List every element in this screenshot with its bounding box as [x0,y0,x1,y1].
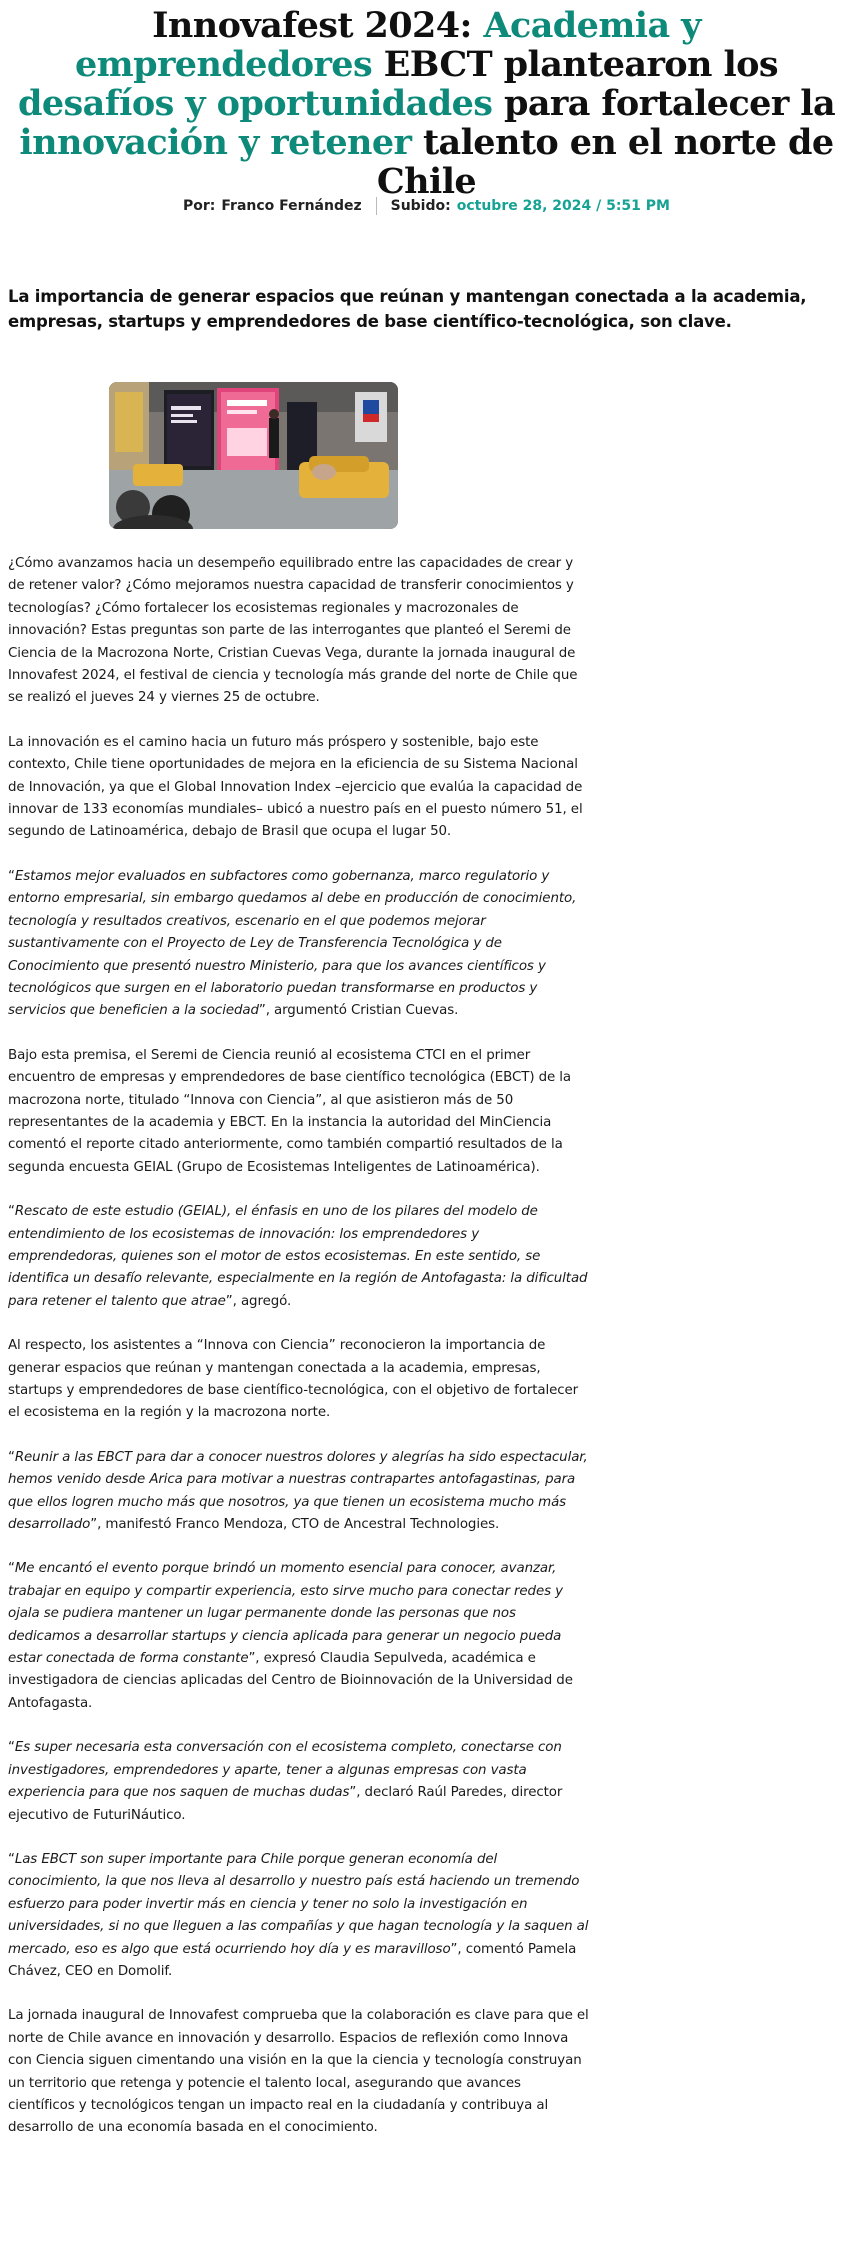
title-segment: EBCT plantearon los [372,44,779,85]
paragraph-text: La jornada inaugural de Innovafest comprueba que la colaboración es clave para que el norte de Chile avance en innovación y desarrollo. Espacios de reflexión como Innova con Ciencia siguen cimentando una visión en la que la ciencia y tecnología construyan un territorio que retenga y potencie el talento local, asegurando que avances científicos y tecnológicos tengan un impacto real en la ciudadanía y contribuya al desarrollo de una economía basada en el conocimiento. [8,2008,589,2136]
meta-divider [376,197,377,215]
quote-text: Rescato de este estudio (GEIAL), el énfasis en uno de los pilares del modelo de entendimiento de los ecosistemas de innovación: los emprendedores y emprendedoras, quienes son el motor de estos ecosistemas. En este sentido, se identifica un desafío relevante, especialmente en la región de Antofagasta: la dificultad para retener el talento que atrae [8,1204,588,1309]
article-paragraph [8,1045,590,1179]
paragraph-text: “ [8,1449,15,1465]
title-segment: Innovafest 2024: [152,5,484,46]
article-title [0,6,853,201]
article-lead: La importancia de generar espacios que reúnan y mantengan conectada a la academia, empresas, startups y emprendedores de base científico-tecnológica, son clave. [8,287,807,331]
paragraph-text: ”, comentó Pamela Chávez, CEO en Domolif. [8,1941,577,1979]
article-paragraph [8,732,590,844]
quote-text: Es super necesaria esta conversación con el ecosistema completo, conectarse con investigadores, emprendedores y aparte, tener a algunas empresas con vasta experiencia para que nos saquen de muchas dudas [8,1740,562,1801]
article-meta [0,196,853,216]
event-photo-illustration [109,382,398,529]
article-paragraph [8,2005,590,2139]
article-paragraph [8,866,590,1023]
quote-text: Reunir a las EBCT para dar a conocer nuestros dolores y alegrías ha sido espectacular, hemos venido desde Arica para motivar a nuestras contrapartes antofagastinas, para que ellos logren mucho más que nosotros, ya que tienen un ecosistema mucho más desarrollado [8,1449,588,1533]
paragraph-text: “ [8,1204,15,1220]
title-highlight: Academia y emprendedores [74,5,701,85]
article-paragraph [8,1558,590,1715]
paragraph-text: ”, expresó Claudia Sepulveda, académica e investigadora de ciencias aplicadas del Centro de Bioinnovación de la Universidad de Antofagasta. [8,1651,573,1711]
paragraph-text: Al respecto, los asistentes a “Innova con Ciencia” reconocieron la importancia de generar espacios que reúnan y mantengan conectada a la academia, empresas, startups y emprendedores de base científico-tecnológica, con el objetivo de fortalecer el ecosistema en la región y la macrozona norte. [8,1338,579,1421]
author-label: Por: [183,198,216,214]
paragraph-text: “ [8,1851,15,1867]
article-paragraph [8,553,590,710]
title-segment: para fortalecer la [492,83,836,124]
paragraph-text: “ [8,1561,15,1577]
paragraph-text: ”, declaró Raúl Paredes, director ejecutivo de FuturiNáutico. [8,1785,563,1823]
paragraph-text: ”, manifestó Franco Mendoza, CTO de Ancestral Technologies. [90,1517,500,1533]
article-paragraph [8,1201,590,1313]
title-segment: talento en el norte de Chile [376,122,834,202]
title-highlight: innovación y retener [19,122,412,163]
title-highlight: desafíos y oportunidades [17,83,493,124]
article-paragraph [8,1447,590,1537]
paragraph-text: ”, agregó. [225,1293,292,1309]
article-paragraph [8,1737,590,1827]
quote-text: Estamos mejor evaluados en subfactores como gobernanza, marco regulatorio y entorno empresarial, sin embargo quedamos al debe en producción de conocimiento, tecnología y resultados creativos, escenario en el que podemos mejorar sustantivamente con el Proyecto de Ley de Transferencia Tecnológica y de Conocimiento que presentó nuestro Ministerio, para que los avances científicos y tecnológicos que surgen en el laboratorio puedan transformarse en productos y servicios que beneficien a la sociedad [8,868,577,1019]
paragraph-text: Bajo esta premisa, el Seremi de Ciencia reunió al ecosistema CTCI en el primer encuentro de empresas y emprendedores de base científico tecnológica (EBCT) de la macrozona norte, titulado “Innova con Ciencia”, al que asistieron más de 50 representantes de la academia y EBCT. En la instancia la autoridad del MinCiencia comentó el reporte citado anteriormente, como también compartió resultados de la segunda encuesta GEIAL (Grupo de Ecosistemas Inteligentes de Latinoamérica). [8,1047,572,1175]
quote-text: Me encantó el evento porque brindó un momento esencial para conocer, avanzar, trabajar en equipo y compartir experiencia, esto sirve mucho para conectar redes y ojala se pudiera mantener un lugar permanente donde las personas que nos dedicamos a desarrollar startups y ciencia aplicada para generar un negocio pueda estar conectada de forma constante [8,1561,563,1667]
article-body [8,553,590,2162]
article-paragraph [8,1849,590,1983]
event-photo [109,382,398,529]
quote-text: Las EBCT son super importante para Chile porque generan economía del conocimiento, la que nos lleva al desarrollo y nuestro país está haciendo un tremendo esfuerzo para poder invertir más en ciencia y tener no solo la investigación en universidades, si no que lleguen a las compañías y que hagan tecnología y la saquen al mercado, eso es algo que está ocurriendo hoy día y es maravilloso [8,1851,589,1957]
publish-date: octubre 28, 2024 / 5:51 PM [456,198,670,214]
author-name[interactable]: Franco Fernández [221,198,362,214]
paragraph-text: “ [8,1740,15,1756]
paragraph-text: La innovación es el camino hacia un futuro más próspero y sostenible, bajo este contexto, Chile tiene oportunidades de mejora en la eficiencia de su Sistema Nacional de Innovación, ya que el Global Innovation Index –ejercicio que evalúa la capacidad de innovar de 133 economías mundiales– ubicó a nuestro país en el puesto número 51, el segundo de Latinoamérica, debajo de Brasil que ocupa el lugar 50. [8,734,583,840]
paragraph-text: ”, argumentó Cristian Cuevas. [258,1003,459,1019]
date-label: Subido: [390,198,451,214]
paragraph-text: ¿Cómo avanzamos hacia un desempeño equilibrado entre las capacidades de crear y de retener valor? ¿Cómo mejoramos nuestra capacidad de transferir conocimientos y tecnologías? ¿Cómo fortalecer los ecosistemas regionales y macrozonales de innovación? Estas preguntas son parte de las interrogantes que planteó el Seremi de Ciencia de la Macrozona Norte, Cristian Cuevas Vega, durante la jornada inaugural de Innovafest 2024, el festival de ciencia y tecnología más grande del norte de Chile que se realizó el jueves 24 y viernes 25 de octubre. [8,556,578,706]
paragraph-text: “ [8,868,15,884]
article-paragraph [8,1335,590,1425]
